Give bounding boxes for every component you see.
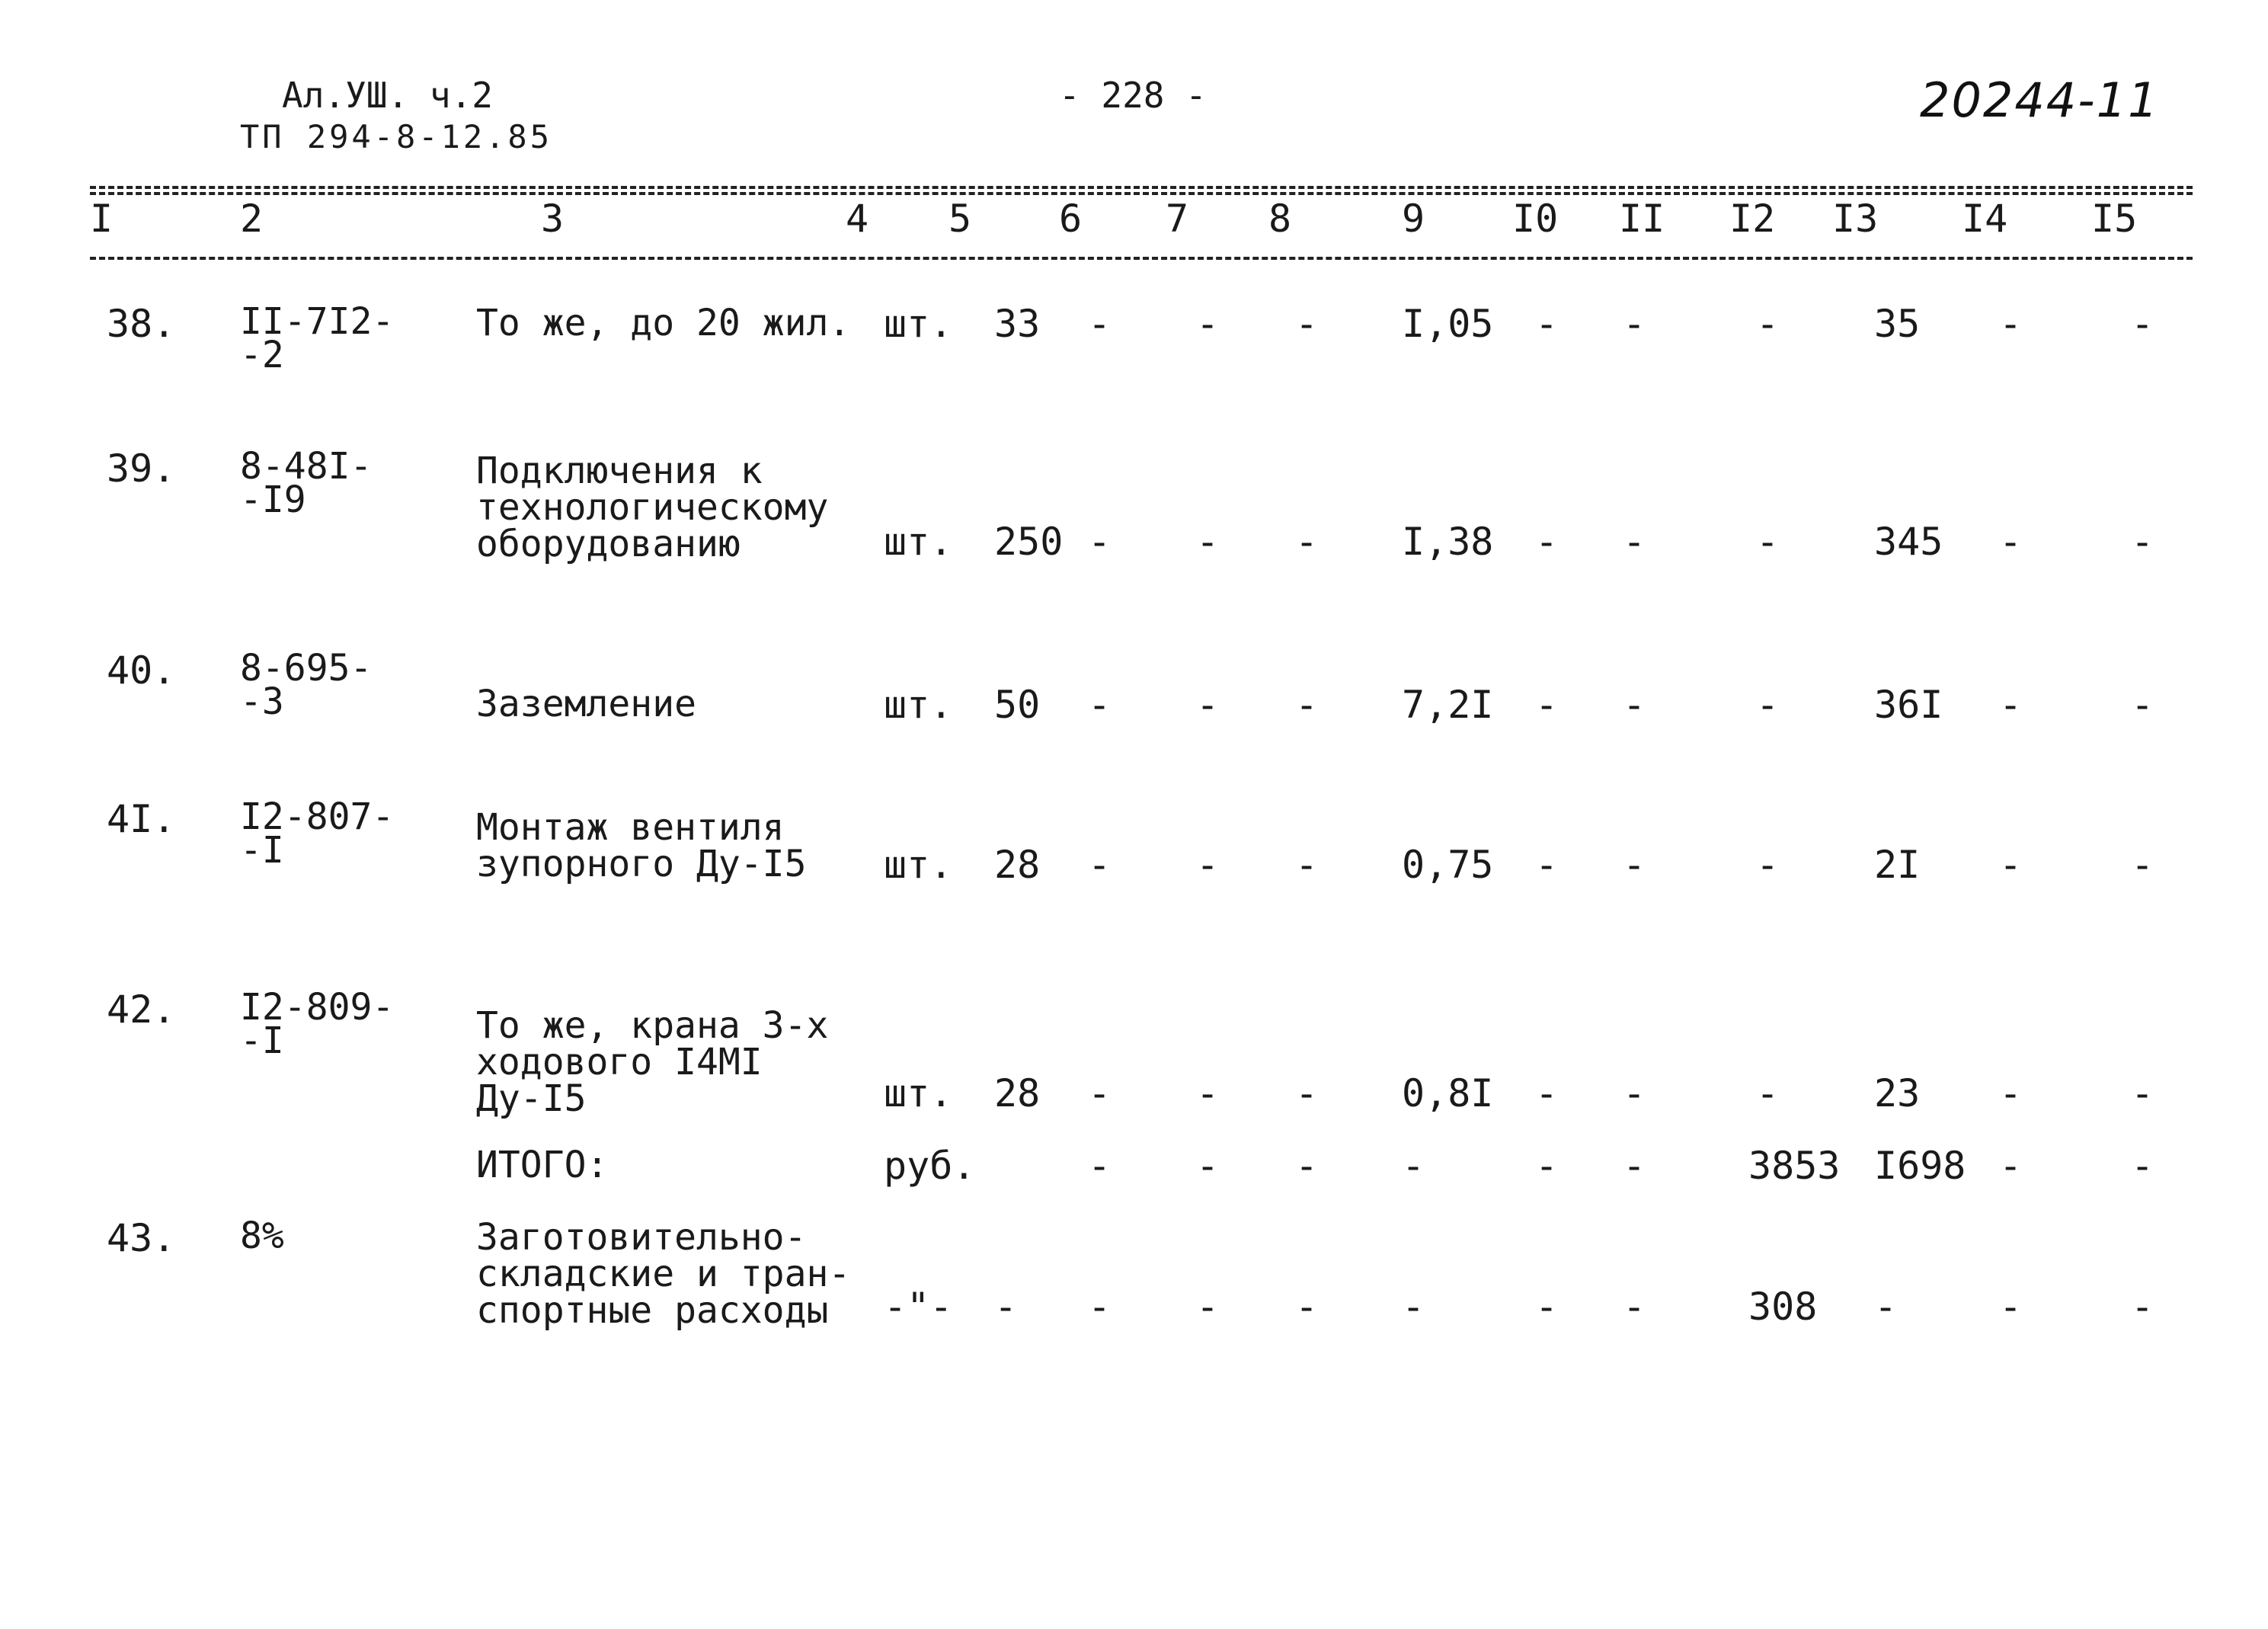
column-header-9: 9 bbox=[1402, 197, 1425, 241]
cell-col-14: - bbox=[1999, 1071, 2023, 1115]
column-header-15: I5 bbox=[2091, 197, 2138, 241]
cell-col-11: - bbox=[1623, 1071, 1646, 1115]
cell-col-9: 7,2I bbox=[1402, 683, 1494, 727]
cell-col-6: - bbox=[1088, 683, 1112, 727]
cell-col-15: - bbox=[2131, 683, 2154, 727]
cell-col-10: - bbox=[1535, 1071, 1559, 1115]
cell-col-7: - bbox=[1196, 1285, 1220, 1329]
cell-work-name: Заготовительно- складские и тран- спортные расходы bbox=[476, 1216, 851, 1332]
column-header-6: 6 bbox=[1059, 197, 1083, 241]
cell-col-15: - bbox=[2131, 1144, 2154, 1188]
column-header-10: I0 bbox=[1512, 197, 1559, 241]
column-header-2: 2 bbox=[240, 197, 264, 241]
cell-col-13: 345 bbox=[1874, 520, 1943, 564]
cell-work-name: То же, крана 3-х ходового I4MI Ду-I5 bbox=[476, 1004, 829, 1120]
column-header-11: II bbox=[1619, 197, 1665, 241]
cell-col-5: 28 bbox=[994, 843, 1041, 887]
cell-col-10: - bbox=[1535, 302, 1559, 346]
cell-col-5: 33 bbox=[994, 302, 1041, 346]
cell-col-10: - bbox=[1535, 520, 1559, 564]
cell-col-7: - bbox=[1196, 302, 1220, 346]
cell-col-8: - bbox=[1295, 520, 1319, 564]
cell-col-8: - bbox=[1295, 843, 1319, 887]
column-header-4: 4 bbox=[846, 197, 869, 241]
cell-work-name: Заземление bbox=[476, 683, 696, 725]
cell-rate-code: 8% bbox=[240, 1215, 284, 1257]
cell-col-11: - bbox=[1623, 520, 1646, 564]
cell-item-number: 39. bbox=[107, 446, 176, 491]
cell-col-8: - bbox=[1295, 683, 1319, 727]
cell-work-name: ИТОГО: bbox=[476, 1144, 609, 1186]
cell-col-11: - bbox=[1623, 1144, 1646, 1188]
cell-col-14: - bbox=[1999, 520, 2023, 564]
cell-col-6: - bbox=[1088, 843, 1112, 887]
cell-col-15: - bbox=[2131, 520, 2154, 564]
cell-unit: шт. bbox=[884, 843, 953, 887]
cell-col-14: - bbox=[1999, 683, 2023, 727]
cell-col-12: 308 bbox=[1748, 1285, 1818, 1329]
table-header-bottom-rule bbox=[90, 257, 2193, 260]
cell-item-number: 4I. bbox=[107, 797, 176, 841]
cell-col-15: - bbox=[2131, 1285, 2154, 1329]
column-header-12: I2 bbox=[1729, 197, 1776, 241]
cell-col-9: I,05 bbox=[1402, 302, 1494, 346]
table-top-rule bbox=[90, 186, 2193, 189]
cell-col-13: 2I bbox=[1874, 843, 1921, 887]
cell-col-8: - bbox=[1295, 302, 1319, 346]
cell-rate-code: 8-48I- -I9 bbox=[240, 445, 373, 521]
cell-work-name: Монтаж вентиля зупорного Ду-I5 bbox=[476, 806, 807, 885]
cell-col-14: - bbox=[1999, 1144, 2023, 1188]
cell-unit: шт. bbox=[884, 520, 953, 564]
cell-unit: шт. bbox=[884, 1071, 953, 1115]
cell-col-12: - bbox=[1756, 683, 1780, 727]
cell-unit: руб. bbox=[884, 1144, 976, 1188]
handwritten-inventory-number: 20244-11 bbox=[1920, 72, 2160, 128]
cell-col-13: 23 bbox=[1874, 1071, 1921, 1115]
cell-col-5: 50 bbox=[994, 683, 1041, 727]
cell-col-5: 28 bbox=[994, 1071, 1041, 1115]
cell-col-12: - bbox=[1756, 520, 1780, 564]
cell-item-number: 42. bbox=[107, 987, 176, 1032]
cell-col-5: 250 bbox=[994, 520, 1064, 564]
cell-col-11: - bbox=[1623, 302, 1646, 346]
cell-rate-code: I2-807- -I bbox=[240, 795, 395, 872]
cell-col-9: 0,8I bbox=[1402, 1071, 1494, 1115]
cell-col-10: - bbox=[1535, 1285, 1559, 1329]
cell-col-9: - bbox=[1402, 1285, 1425, 1329]
column-header-13: I3 bbox=[1832, 197, 1879, 241]
cell-unit: -"- bbox=[884, 1285, 953, 1329]
cell-col-12: - bbox=[1756, 1071, 1780, 1115]
cell-item-number: 38. bbox=[107, 302, 176, 346]
cell-col-8: - bbox=[1295, 1144, 1319, 1188]
project-code-label: ТП 294-8-12.85 bbox=[240, 118, 553, 155]
cell-col-6: - bbox=[1088, 1144, 1112, 1188]
cell-item-number: 43. bbox=[107, 1216, 176, 1260]
cell-col-7: - bbox=[1196, 520, 1220, 564]
cell-col-15: - bbox=[2131, 302, 2154, 346]
cell-col-7: - bbox=[1196, 1144, 1220, 1188]
cell-col-8: - bbox=[1295, 1285, 1319, 1329]
cell-col-8: - bbox=[1295, 1071, 1319, 1115]
cell-col-7: - bbox=[1196, 683, 1220, 727]
column-header-3: 3 bbox=[541, 197, 565, 241]
cell-col-9: 0,75 bbox=[1402, 843, 1494, 887]
cell-col-11: - bbox=[1623, 683, 1646, 727]
cell-col-7: - bbox=[1196, 1071, 1220, 1115]
cell-col-6: - bbox=[1088, 302, 1112, 346]
cell-unit: шт. bbox=[884, 683, 953, 727]
cell-rate-code: 8-695- -3 bbox=[240, 647, 373, 723]
cell-col-12: - bbox=[1756, 302, 1780, 346]
cell-col-9: I,38 bbox=[1402, 520, 1494, 564]
cell-item-number: 40. bbox=[107, 648, 176, 693]
cell-col-7: - bbox=[1196, 843, 1220, 887]
cell-col-13: I698 bbox=[1874, 1144, 1966, 1188]
cell-col-12: 3853 bbox=[1748, 1144, 1841, 1188]
cell-work-name: Подключения к технологическому оборудованию bbox=[476, 450, 829, 565]
cell-work-name: То же, до 20 жил. bbox=[476, 302, 851, 344]
cell-col-6: - bbox=[1088, 1071, 1112, 1115]
cell-col-11: - bbox=[1623, 1285, 1646, 1329]
column-header-8: 8 bbox=[1268, 197, 1292, 241]
cell-col-12: - bbox=[1756, 843, 1780, 887]
cell-col-13: 36I bbox=[1874, 683, 1943, 727]
cell-col-10: - bbox=[1535, 1144, 1559, 1188]
column-header-14: I4 bbox=[1962, 197, 2008, 241]
cell-col-14: - bbox=[1999, 302, 2023, 346]
cell-col-6: - bbox=[1088, 1285, 1112, 1329]
cell-col-11: - bbox=[1623, 843, 1646, 887]
cell-col-6: - bbox=[1088, 520, 1112, 564]
cell-col-10: - bbox=[1535, 843, 1559, 887]
cell-col-14: - bbox=[1999, 1285, 2023, 1329]
cell-col-13: - bbox=[1874, 1285, 1898, 1329]
cell-rate-code: II-7I2- -2 bbox=[240, 300, 395, 376]
column-header-5: 5 bbox=[948, 197, 972, 241]
cell-col-9: - bbox=[1402, 1144, 1425, 1188]
column-header-7: 7 bbox=[1166, 197, 1189, 241]
cell-unit: шт. bbox=[884, 302, 953, 346]
cell-col-13: 35 bbox=[1874, 302, 1921, 346]
cell-col-15: - bbox=[2131, 1071, 2154, 1115]
cell-col-5: - bbox=[994, 1285, 1018, 1329]
column-header-1: I bbox=[90, 197, 114, 241]
page-number: - 228 - bbox=[1059, 75, 1207, 116]
document-series-label: Ал.УШ. ч.2 bbox=[282, 75, 493, 116]
table-top-rule-double bbox=[90, 192, 2193, 195]
cell-col-10: - bbox=[1535, 683, 1559, 727]
cell-col-14: - bbox=[1999, 843, 2023, 887]
cell-rate-code: I2-809- -I bbox=[240, 986, 395, 1062]
cell-col-15: - bbox=[2131, 843, 2154, 887]
